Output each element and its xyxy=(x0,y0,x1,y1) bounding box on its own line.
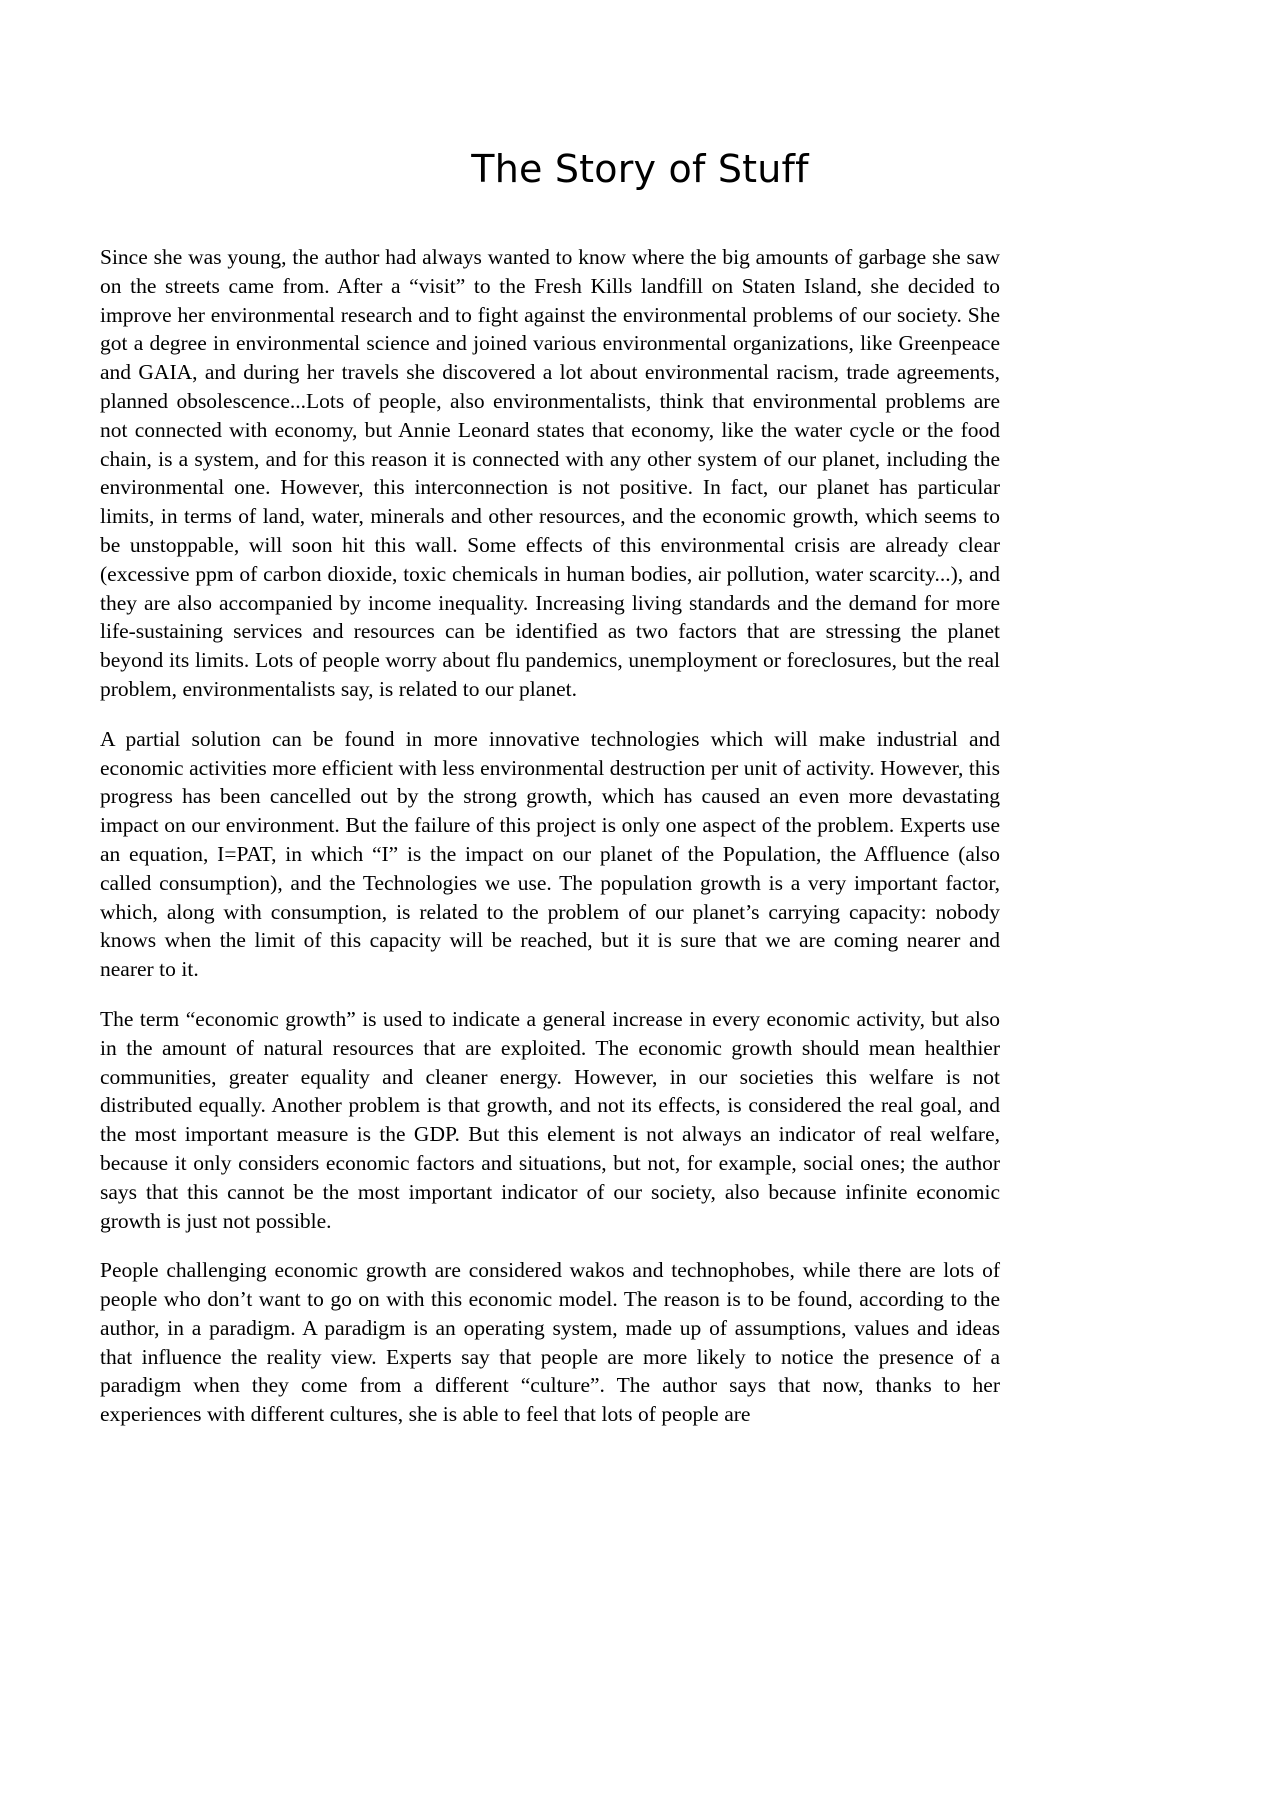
page-title: The Story of Stuff xyxy=(471,147,809,192)
paragraph: A partial solution can be found in more innovative technologies which will make industrial and economic activities more efficient with less environmental destruction per unit of activity. However, this progress has been cancelled out by the strong growth, which has caused an even more devastating impact on our environment. But the failure of this project is only one aspect of the problem. Experts use an equation, I=PAT, in which “I” is the impact on our planet of the Population, the Affluence (also called consumption), and the Technologies we use. The population growth is a very important factor, which, along with consumption, is related to the problem of our planet’s carrying capacity: nobody knows when the limit of this capacity will be reached, but it is sure that we are coming nearer and nearer to it. xyxy=(100,726,1000,982)
paragraph: Since she was young, the author had always wanted to know where the big amounts of garbage she saw on the streets came from. After a “visit” to the Fresh Kills landfill on Staten Island, she decided to improve her environmental research and to fight against the environmental problems of our society. She got a degree in environmental science and joined various environmental organizations, like Greenpeace and GAIA, and during her travels she discovered a lot about environmental racism, trade agreements, planned obsolescence...Lots of people, also environmentalists, think that environmental problems are not connected with economy, but Annie Leonard states that economy, like the water cycle or the food chain, is a system, and for this reason it is connected with any other system of our planet, including the environmental one. However, this interconnection is not positive. In fact, our planet has particular limits, in terms of land, water, minerals and other resources, and the economic growth, which seems to be unstoppable, will soon hit this wall. Some effects of this environmental crisis are already clear (excessive ppm of carbon dioxide, toxic chemicals in human bodies, air pollution, water scarcity...), and they are also accompanied by income inequality. Increasing living standards and the demand for more life-sustaining services and resources can be identified as two factors that are stressing the planet beyond its limits. Lots of people worry about flu pandemics, unemployment or foreclosures, but the real problem, environmentalists say, is related to our planet. xyxy=(100,245,1000,701)
document-body xyxy=(100,243,1000,1429)
paragraph: People challenging economic growth are considered wakos and technophobes, while there are lots of people who don’t want to go on with this economic model. The reason is to be found, according to the author, in a paradigm. A paradigm is an operating system, made up of assumptions, values and ideas that influence the reality view. Experts say that people are more likely to notice the presence of a paradigm when they come from a different “culture”. The author says that now, thanks to her experiences with different cultures, she is able to feel that lots of people are xyxy=(100,1258,1000,1427)
paragraph: The term “economic growth” is used to indicate a general increase in every economic activity, but also in the amount of natural resources that are exploited. The economic growth should mean healthier communities, greater equality and cleaner energy. However, in our societies this welfare is not distributed equally. Another problem is that growth, and not its effects, is considered the real goal, and the most important measure is the GDP. But this element is not always an indicator of real welfare, because it only considers economic factors and situations, but not, for example, social ones; the author says that this cannot be the most important indicator of our society, also because infinite economic growth is just not possible. xyxy=(100,1006,1000,1233)
